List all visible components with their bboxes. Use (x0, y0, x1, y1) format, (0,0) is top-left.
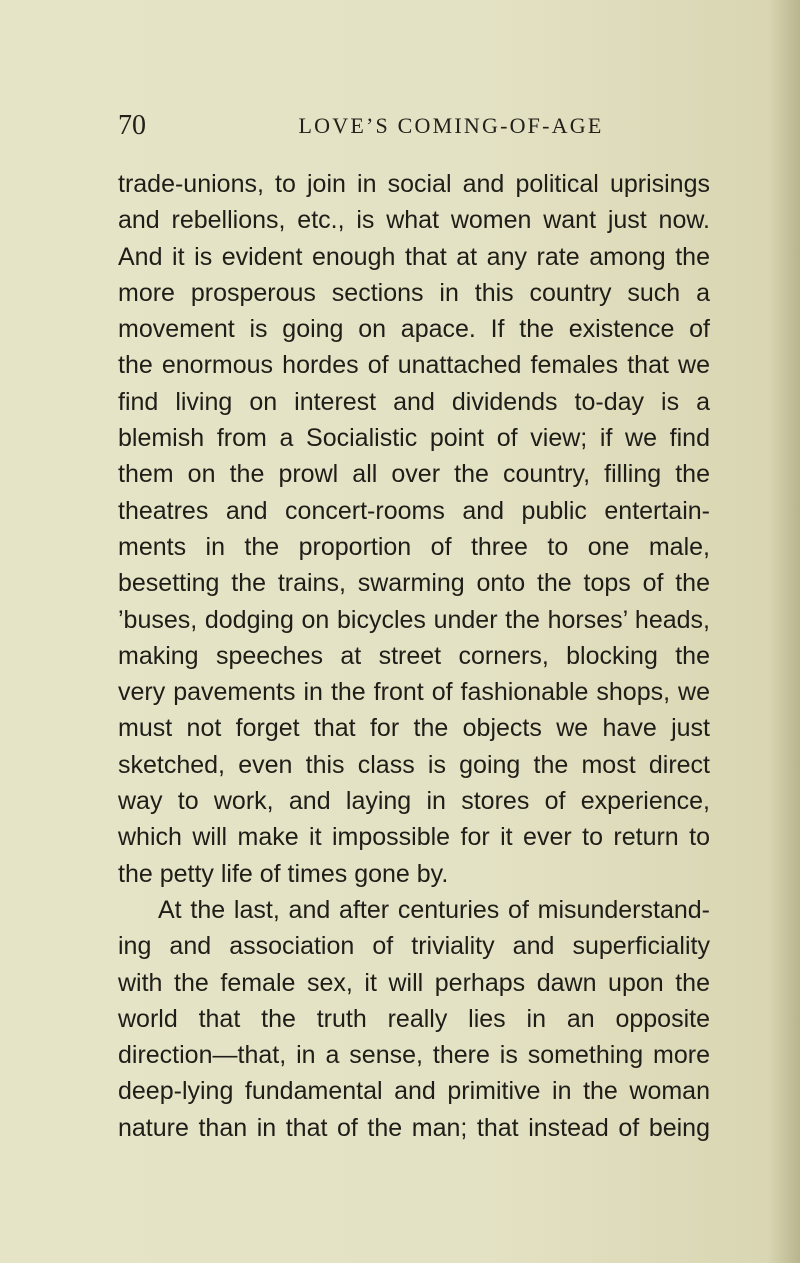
text-line: besetting the trains, swarming onto the tops of the (118, 569, 710, 598)
text-line: blemish from a Socialistic point of view; if we find (118, 424, 710, 453)
text-line: deep-lying fundamental and primitive in the woman (118, 1077, 710, 1106)
text-line: direction—that, in a sense, there is something more (118, 1041, 710, 1070)
text-line: making speeches at street corners, blocking the (118, 641, 710, 670)
paragraph-first-line: At the last, and after centuries of misunderstand- (158, 895, 710, 924)
text-line: the enormous hordes of unattached females that we (118, 351, 710, 380)
text-line: trade-unions, to join in social and political uprisings (118, 170, 710, 198)
text-line: very pavements in the front of fashionable shops, we (118, 678, 710, 707)
running-head (118, 106, 704, 146)
running-title: LOVE’S COMING-OF-AGE (298, 113, 604, 138)
text-line: world that the truth really lies in an opposite (118, 1004, 710, 1033)
paragraph-last-line: the petty life of times gone by. (118, 859, 449, 888)
text-line: must not forget that for the objects we have just (118, 714, 710, 743)
text-line: find living on interest and dividends to-day is a (118, 387, 710, 416)
text-line: ’buses, dodging on bicycles under the horses’ heads, (118, 605, 710, 634)
text-line: And it is evident enough that at any rate among the (118, 242, 710, 271)
page-number: 70 (118, 110, 146, 141)
text-line: theatres and concert-rooms and public entertain- (118, 496, 710, 525)
text-line: them on the prowl all over the country, filling the (118, 460, 710, 489)
text-line: with the female sex, it will perhaps dawn upon the (118, 968, 710, 997)
text-line: which will make it impossible for it ever to return to (118, 823, 710, 852)
text-line: movement is going on apace. If the existence of (118, 315, 710, 344)
text-line: more prosperous sections in this country such a (118, 278, 710, 307)
body-text (118, 166, 710, 1146)
text-line: and rebellions, etc., is what women want just now. (118, 206, 710, 235)
text-line: ments in the proportion of three to one male, (118, 532, 710, 561)
text-line: ing and association of triviality and superficiality (118, 932, 710, 961)
text-line: nature than in that of the man; that instead of being (118, 1113, 710, 1142)
text-line: way to work, and laying in stores of experience, (118, 787, 710, 816)
text-line: sketched, even this class is going the most direct (118, 750, 710, 779)
